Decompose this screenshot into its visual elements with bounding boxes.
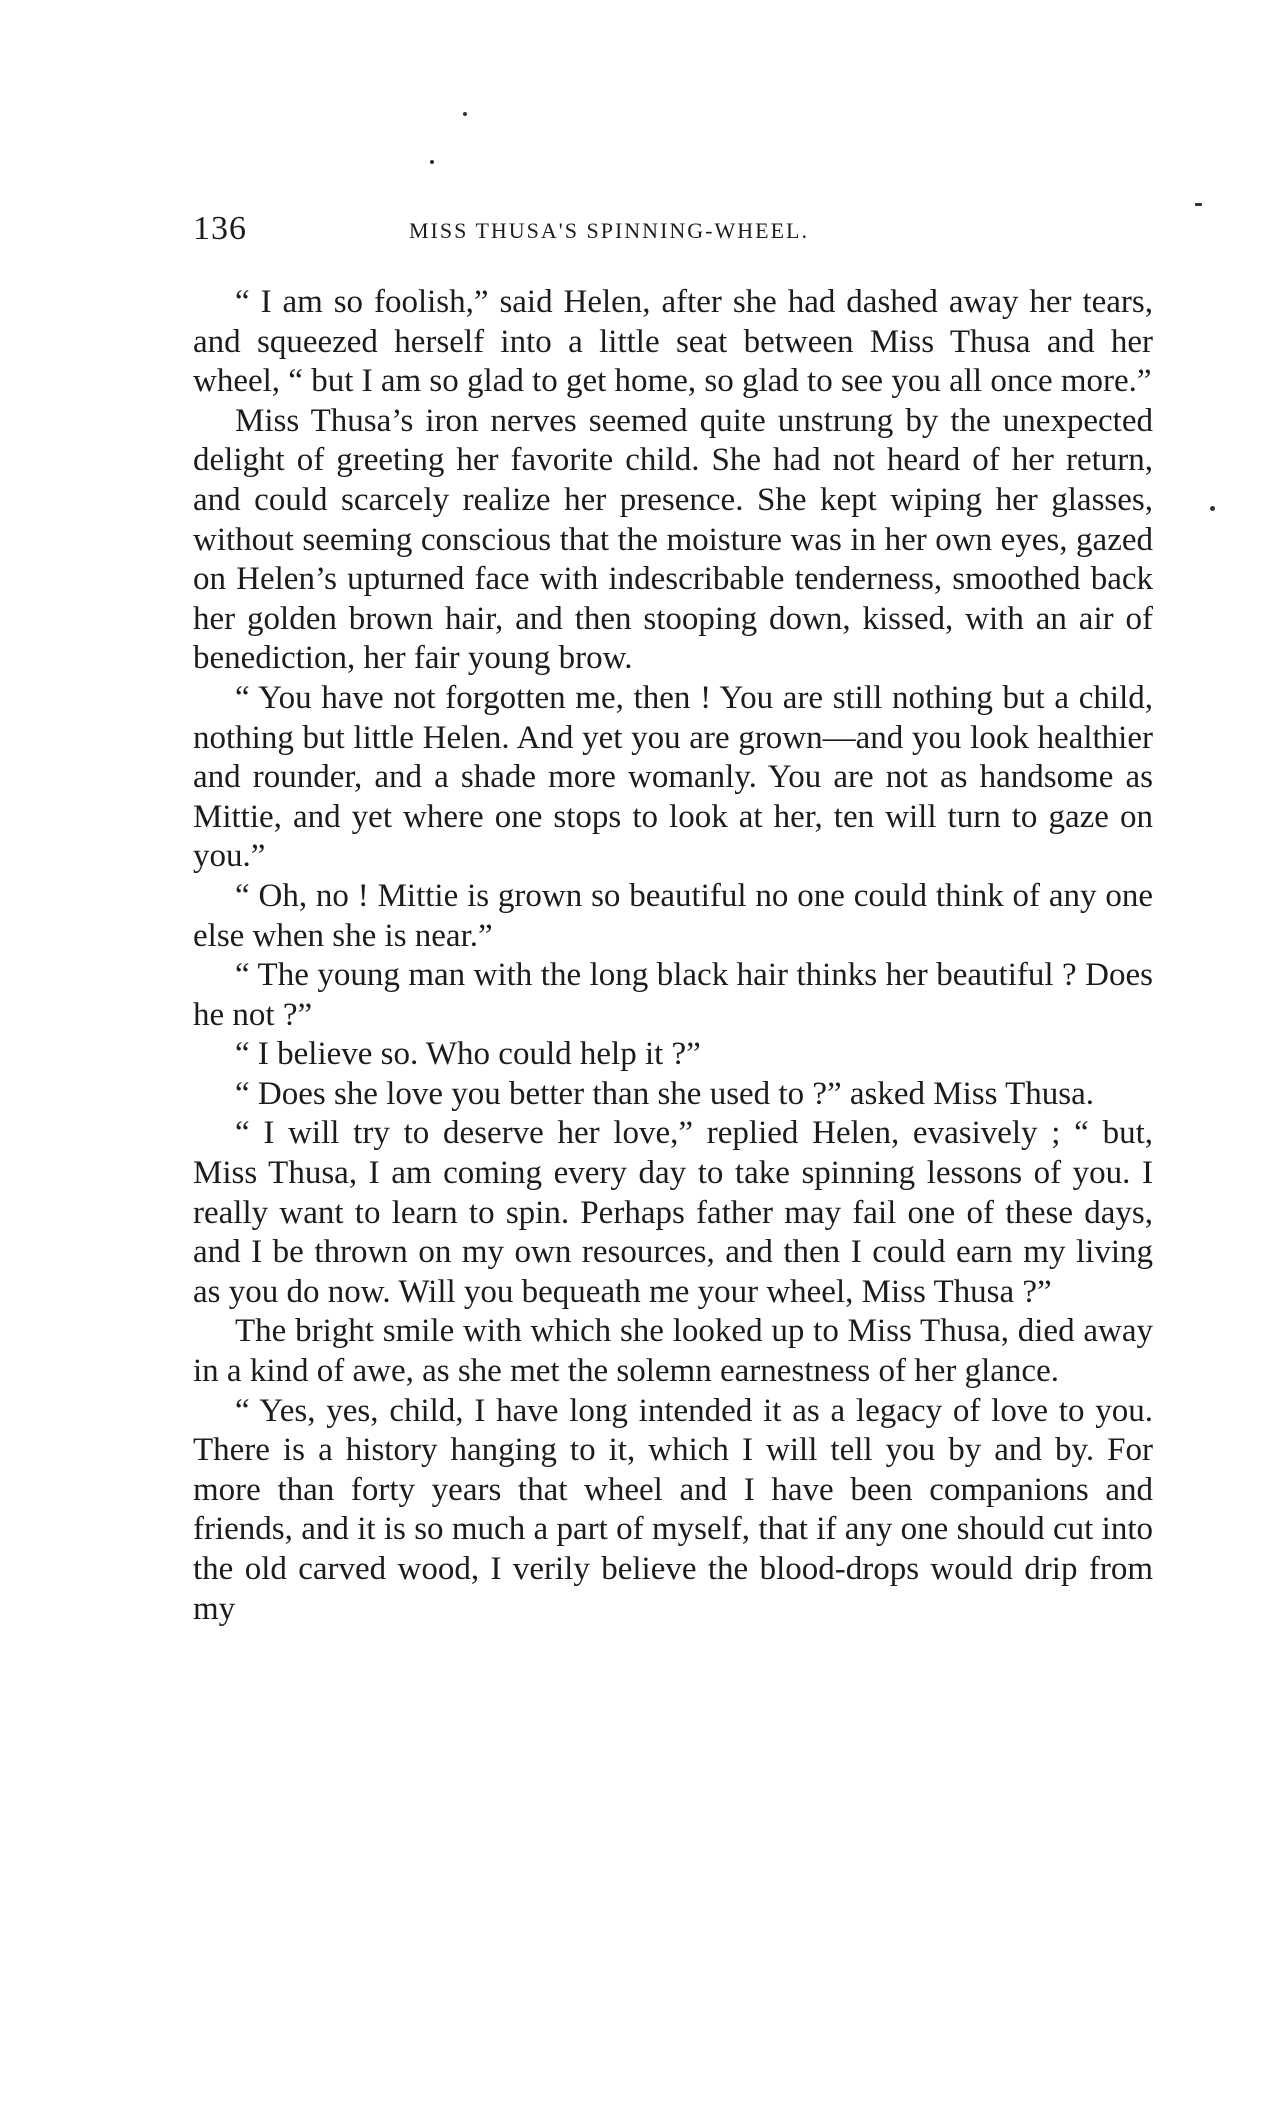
- paragraph: “ I am so foolish,” said Helen, after she had dashed away her tears, and squeezed herself into a little seat between Miss Thusa and her wheel, “ but I am so glad to get home, so glad to see you all once more.”: [193, 284, 1153, 400]
- paragraph: “ Does she love you better than she used to ?” asked Miss Thusa.: [235, 1075, 1095, 1112]
- paragraph: “ I will try to deserve her love,” replied Helen, evasively ; “ but, Miss Thusa, I am coming every day to take spinning lessons of you. I really want to learn to spin. Perhaps father may fail one of these days, and I be thrown on my own resources, and then I could earn my living as you do now. Will you bequeath me your wheel, Miss Thusa ?”: [193, 1115, 1153, 1310]
- paragraph: “ I believe so. Who could help it ?”: [235, 1036, 701, 1073]
- page-number: 136: [193, 210, 247, 247]
- paragraph: “ Yes, yes, child, I have long intended it as a legacy of love to you. There is a history hanging to it, which I will tell you by and by. For more than forty years that wheel and I have been companions and friends, and it is so much a part of myself, that if any one should cut into the old carved wood, I verily believe the blood-drops would drip from my: [193, 1392, 1153, 1627]
- ink-speck: [430, 160, 434, 164]
- body-text: [193, 283, 1153, 1629]
- paragraph: “ Oh, no ! Mittie is grown so beautiful no one could think of any one else when she is near.”: [193, 877, 1153, 954]
- page-header: [193, 210, 1153, 256]
- ink-speck: [1195, 203, 1202, 206]
- paragraph: The bright smile with which she looked up to Miss Thusa, died away in a kind of awe, as she met the solemn earnestness of her glance.: [193, 1313, 1153, 1390]
- ink-speck: [463, 112, 467, 116]
- paragraph: “ You have not forgotten me, then ! You are still nothing but a child, nothing but little Helen. And yet you are grown—and you look healthier and rounder, and a shade more womanly. You are not as handsome as Mittie, and yet where one stops to look at her, ten will turn to gaze on you.”: [193, 679, 1153, 875]
- running-head: MISS THUSA'S SPINNING-WHEEL.: [409, 218, 809, 243]
- paragraph: Miss Thusa’s iron nerves seemed quite unstrung by the unexpected delight of greeting her favorite child. She had not heard of her return, and could scarcely realize her presence. She kept wiping her glasses, without seeming conscious that the moisture was in her own eyes, gazed on Helen’s upturned face with indescribable tenderness, smoothed back her golden brown hair, and then stooping down, kissed, with an air of benediction, her fair young brow.: [193, 402, 1153, 677]
- ink-speck: [1210, 506, 1215, 511]
- paragraph: “ The young man with the long black hair thinks her beautiful ? Does he not ?”: [193, 957, 1153, 1033]
